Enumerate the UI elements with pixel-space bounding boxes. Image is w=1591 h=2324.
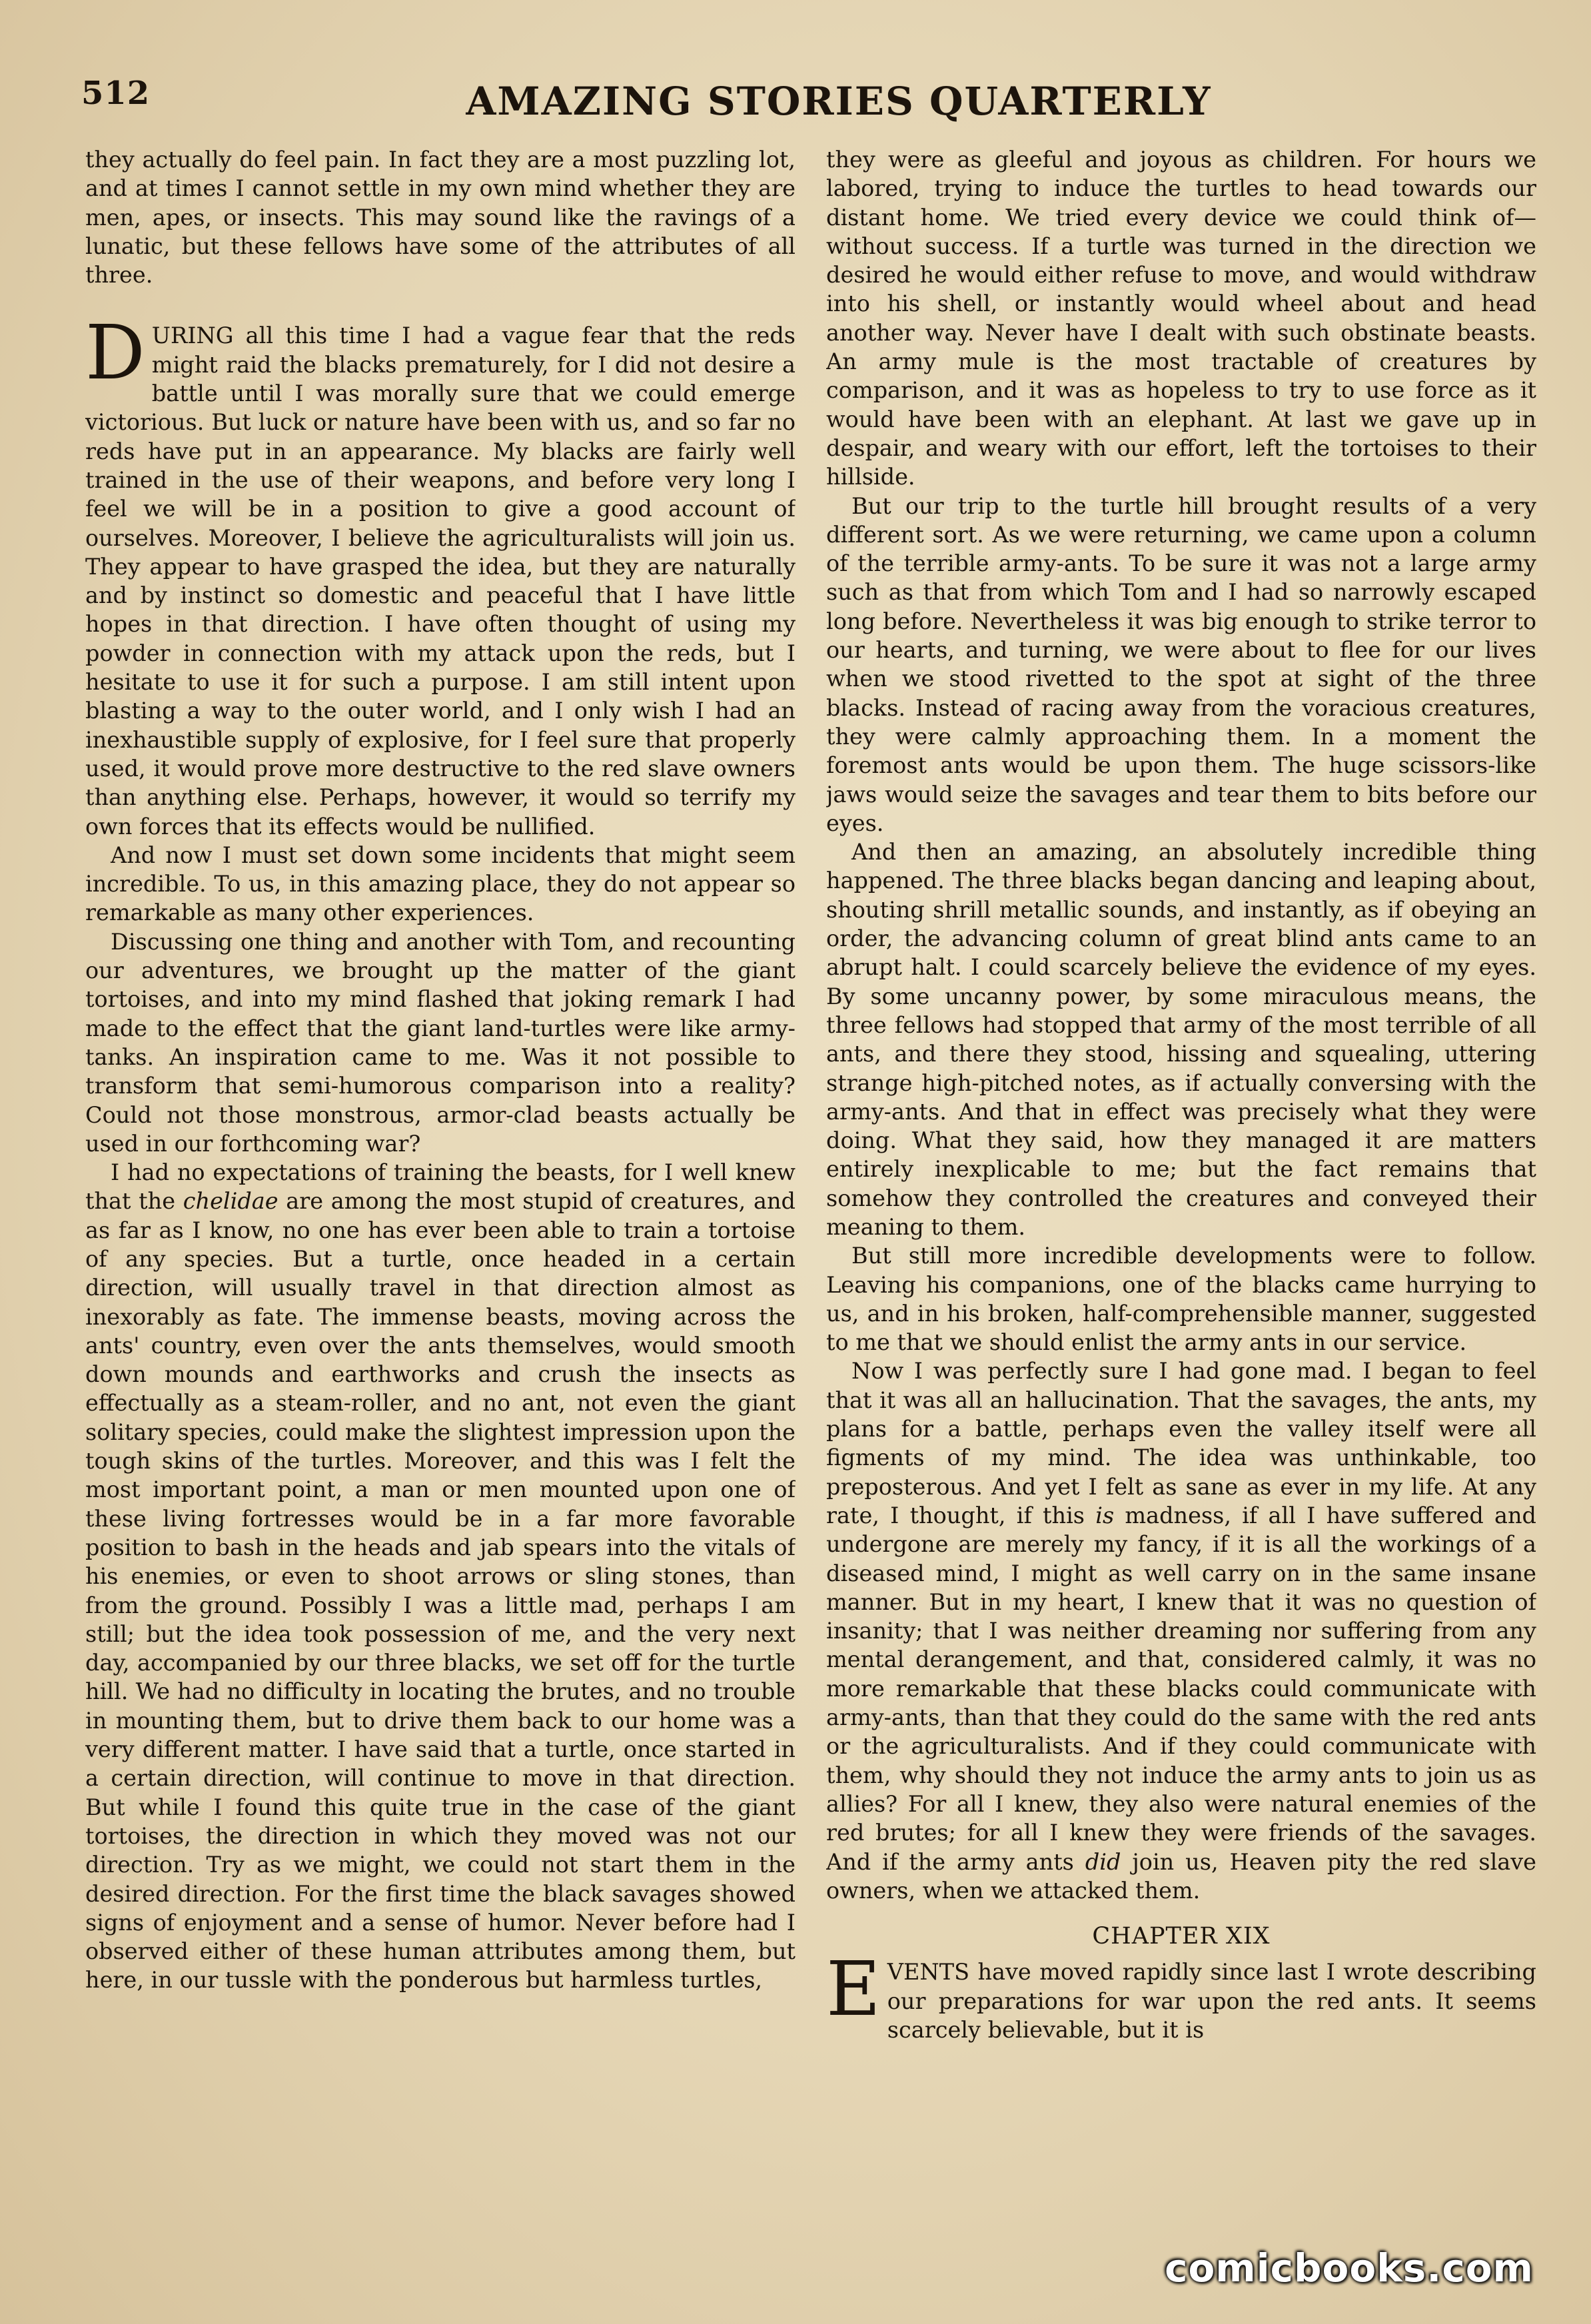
paragraph: Discussing one thing and another with Tom, and recounting our adventures, we brought up the matter of the giant tortoises, and into my mind flashed that joking remark I had made to the effect that the giant land-turtles were like army-tanks. An inspiration came to me. Was it not possible to transform that semi-humorous comparison into a reality? Could not those monstrous, armor-clad beasts actually be used in our forthcoming war? [85, 928, 796, 1157]
paragraph-text: URING all this time I had a vague fear that the reds might raid the blacks prematurely, for I did not desire a battle until I was morally sure that we could emerge victorious. But luck or nature have been with us, and so far no reds have put in an appearance. My blacks are fairly well trained in the use of their weapons, and before very long I feel we will be in a position to give a good account of ourselves. Moreover, I believe the agriculturalists will join us. They appear to have grasped the idea, but they are naturally and by instinct so domestic and peaceful that I have little hopes in that direction. I have often thought of using my powder in connection with my attack upon the reds, but I hesitate to use it for such a purpose. I am still intent upon blasting a way to the outer world, and I only wish I had an inexhaustible supply of explosive, for I feel sure that properly used, it would prove more destructive to the red slave owners than anything else. Perhaps, however, it would so terrify my own forces that its effects would be nullified. [85, 322, 796, 840]
paragraph: they were as gleeful and joyous as children. For hours we labored, trying to induce the turtles to head towards our distant home. We tried every device we could think of—without success. If a turtle was turned in the direction we desired he would either refuse to move, and would withdraw into his shell, or instantly would wheel about and head another way. Never have I dealt with such obstinate beasts. An army mule is the most tractable of creatures by comparison, and it was as hopeless to try to use force as it would have been with an elephant. At last we gave up in despair, and weary with our effort, left the tortoises to their hillside. [826, 147, 1536, 490]
text-columns [85, 145, 1536, 2224]
paragraph: But our trip to the turtle hill brought results of a very different sort. As we were returning, we came upon a column of the terrible army-ants. To be sure it was not a large army such as that from which Tom and I had so narrowly escaped long before. Nevertheless it was big enough to strike terror to our hearts, and turning, we were about to flee for our lives when we stood rivetted to the spot at sight of the three blacks. Instead of racing away from the voracious creatures, they were calmly approaching them. In a moment the foremost ants would be upon them. The huge scissors-like jaws would seize the savages and tear them to bits before our eyes. [826, 492, 1536, 836]
paragraph-text: I had no expectations of training the beasts, for I well knew that the [85, 1159, 796, 1215]
page-number: 512 [81, 75, 151, 112]
right-column [826, 145, 1536, 2224]
italic-term: chelidae [183, 1188, 278, 1215]
paragraph-with-dropcap [826, 1946, 1536, 2044]
watermark-logo: comicbooks.com [1165, 2245, 1534, 2291]
paragraph [826, 1357, 1536, 1905]
drop-cap: D [85, 310, 145, 397]
italic-word: did [1085, 1848, 1121, 1875]
paragraph-with-dropcap [85, 310, 796, 840]
paragraph: And now I must set down some incidents that might seem incredible. To us, in this amazing place, they do not appear so remarkable as many other experiences. [85, 842, 796, 926]
paragraph: But still more incredible developments were to follow. Leaving his companions, one of the blacks came hurrying to us, and in his broken, half-comprehensible manner, suggested to me that we should enlist the army ants in our service. [826, 1243, 1536, 1356]
left-column [85, 145, 796, 2224]
paragraph-text: join us, Heaven pity the red slave owners, when we attacked them. [826, 1848, 1536, 1904]
paragraph-text: madness, if all I have suffered and undergone are merely my fancy, if it is all the workings of a diseased mind, I might as well carry on in the same insane manner. But in my heart, I knew that it was no question of insanity; that I was neither dreaming nor suffering from any mental derangement, and that, considered calmly, it was no more remarkable that these blacks could communicate with army-ants, than that they could do the same with the red ants or the agriculturalists. And if they could communicate with them, why should they not induce the army ants to join us as allies? For all I knew, they also were natural enemies of the red brutes; for all I knew they were friends of the savages. And if the army ants [826, 1502, 1536, 1875]
paragraph [85, 1158, 796, 1995]
chapter-heading: CHAPTER XIX [1092, 1923, 1271, 1950]
paragraph-text: are among the most stupid of creatures, and as far as I know, no one has ever been able to train a tortoise of any species. But a turtle, once headed in a certain direction, will usually travel in that direction almost as inexorably as fate. The immense beasts, moving across the ants' country, even over the ants themselves, would smooth down mounds and earthworks and crush the insects as effectually as a steam-roller, and no ant, not even the giant solitary species, could make the slightest impression upon the tough skins of the turtles. Moreover, and this was I felt the most important point, a man or men mounted upon one of these living fortresses would be in a far more favorable position to bash in the heads and jab spears into the vitals of his enemies, or even to shoot arrows or sling stones, than from the ground. Possibly I was a little mad, perhaps I am still; but the idea took possession of me, and the very next day, accompanied by our three blacks, we set off for the turtle hill. We had no difficulty in locating the brutes, and no trouble in mounting them, but to drive them back to our home was a very different matter. I have said that a turtle, once started in a certain direction, will continue to move in that direction. But while I found this quite true in the case of the giant tortoises, the direction in which they moved was not our direction. Try as we might, we could not start them in the desired direction. For the first time the black savages showed signs of enjoyment and a sense of humor. Never before had I observed either of these human attributes among them, but here, in our tussle with the ponderous but harmless turtles, [85, 1188, 796, 1994]
paragraph-text: Now I was perfectly sure I had gone mad. I began to feel that it was all an hallucination. That the savages, the ants, my plans for a battle, perhaps even the valley itself were all figments of my mind. The idea was unthinkable, too preposterous. And yet I felt as sane as ever in my life. At any rate, I thought, if this [826, 1358, 1536, 1528]
italic-word: is [1095, 1502, 1115, 1528]
paragraph-text: VENTS have moved rapidly since last I wrote describing our preparations for war upon the red ants. It seems scarcely believable, but it is [887, 1959, 1536, 2043]
drop-cap: E [826, 1946, 881, 2034]
paragraph: they actually do feel pain. In fact they are a most puzzling lot, and at times I cannot settle in my own mind whether they are men, apes, or insects. This may sound like the ravings of a lunatic, but these fellows have some of the attributes of all three. [85, 147, 796, 289]
magazine-title: AMAZING STORIES QUARTERLY [466, 79, 1212, 124]
paragraph: And then an amazing, an absolutely incredible thing happened. The three blacks began dancing and leaping about, shouting shrill metallic sounds, and instantly, as if obeying an order, the advancing column of great blind ants came to an abrupt halt. I could scarcely believe the evidence of my eyes. By some uncanny power, by some miraculous means, the three fellows had stopped that army of the most terrible of all ants, and there they stood, hissing and squealing, uttering strange high-pitched notes, as if actually conversing with the army-ants. And that in effect was precisely what they were doing. What they said, how they managed it are matters entirely inexplicable to me; but the fact remains that somehow they controlled the creatures and conveyed their meaning to them. [826, 839, 1536, 1240]
